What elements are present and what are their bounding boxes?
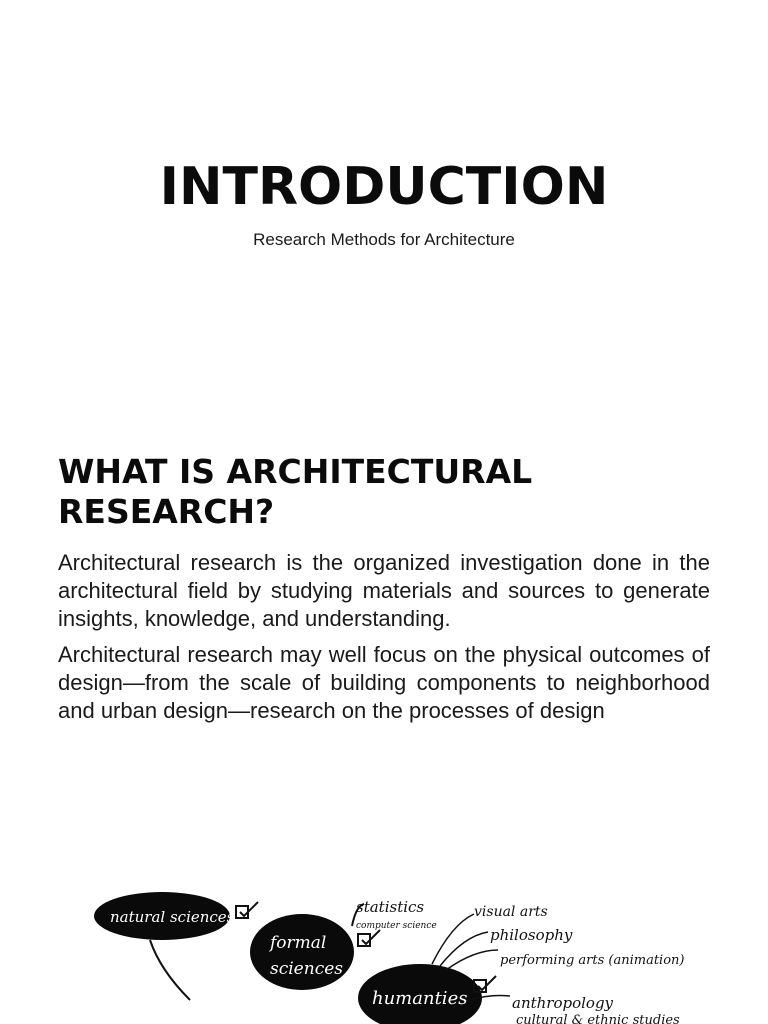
cultural-studies-label: cultural & ethnic studies: [516, 1013, 680, 1024]
slide-subtitle: Research Methods for Architecture: [253, 230, 515, 249]
paragraph-definition: Architectural research is the organized investigation done in the architectural field by studying materials and sources to generate insights, knowledge, and understanding.: [58, 550, 710, 631]
formal-sciences-label2: sciences: [270, 959, 343, 979]
anthropology-label: anthropology: [512, 994, 614, 1012]
performing-arts-label: performing arts (animation): [500, 953, 685, 968]
natural-sciences-label: natural sciences: [110, 908, 235, 926]
section-heading-line1: WHAT IS ARCHITECTURAL: [58, 452, 533, 491]
statistics-label: statistics: [356, 898, 425, 916]
visual-arts-label: visual arts: [474, 904, 548, 920]
philosophy-label: philosophy: [490, 926, 573, 944]
formal-sciences-label1: formal: [270, 933, 327, 953]
paragraph-focus: Architectural research may well focus on the physical outcomes of design—from the scale of building components to neighborhood and urban design—research on the processes of design: [58, 642, 710, 723]
humanities-label: humanties: [372, 988, 468, 1009]
checkbox-icon: [358, 934, 370, 946]
section-heading: [58, 452, 718, 532]
computer-science-label: computer science: [356, 921, 437, 931]
hand-drawn-diagram: [0, 880, 768, 1024]
slide-title: INTRODUCTION: [159, 157, 609, 217]
section-heading-line2: RESEARCH?: [58, 492, 275, 531]
connector-line: [150, 940, 190, 1000]
checkbox-icon: [236, 906, 248, 918]
